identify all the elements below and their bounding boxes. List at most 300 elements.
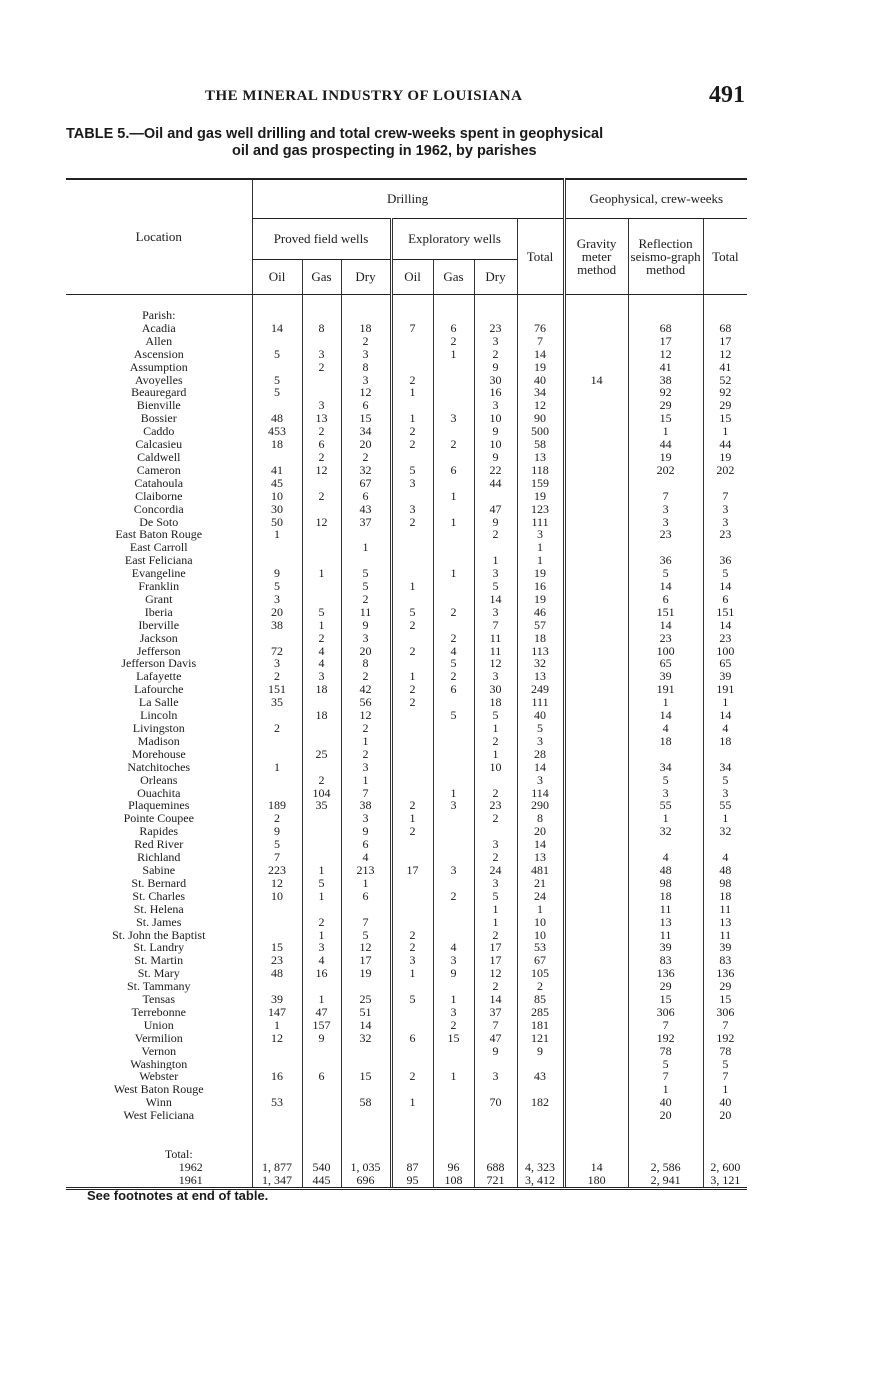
table-cell: [433, 825, 474, 838]
table-cell: [564, 838, 628, 851]
table-cell: 43: [341, 503, 391, 516]
table-cell: 48: [628, 864, 703, 877]
col-proved-oil: Oil: [252, 260, 302, 295]
table-cell: [391, 1019, 433, 1032]
table-cell: [564, 722, 628, 735]
table-row: [66, 761, 747, 774]
table-cell: [391, 748, 433, 761]
table-row: [66, 709, 747, 722]
table-cell: [433, 451, 474, 464]
table-cell: 72: [252, 645, 302, 658]
parish-name: Orleans: [140, 773, 178, 787]
table-cell: 3: [474, 838, 517, 851]
table-cell: 2: [391, 645, 433, 658]
table-row: [66, 812, 747, 825]
table-cell: [302, 761, 341, 774]
table-cell: 1: [433, 348, 474, 361]
table-cell: 32: [628, 825, 703, 838]
parish-name: Cameron: [136, 463, 181, 477]
parish-name: Assumption: [129, 360, 188, 374]
table-cell: 306: [703, 1006, 747, 1019]
table-cell: [628, 748, 703, 761]
table-cell: [517, 1109, 564, 1122]
table-cell: 2: [474, 735, 517, 748]
table-cell: 1: [628, 1083, 703, 1096]
parish-name: Claiborne: [135, 489, 183, 503]
table-cell: 5: [341, 929, 391, 942]
parish-name: Jackson: [139, 631, 178, 645]
table-cell: 46: [517, 606, 564, 619]
table-cell: [252, 903, 302, 916]
table-cell: 7: [703, 490, 747, 503]
table-cell: 18: [474, 696, 517, 709]
table-cell: 3: [474, 606, 517, 619]
parish-label: Parish:: [142, 308, 176, 322]
table-cell: [703, 295, 747, 322]
table-row: [66, 374, 747, 387]
total-row: [66, 1174, 747, 1188]
table-row: [66, 916, 747, 929]
table-row: [66, 1109, 747, 1122]
table-cell: 14: [474, 993, 517, 1006]
table-cell: [391, 1006, 433, 1019]
table-cell: 29: [628, 980, 703, 993]
table-cell: [564, 438, 628, 451]
table-cell: 9: [341, 825, 391, 838]
table-cell: 52: [703, 374, 747, 387]
table-cell: 3: [252, 657, 302, 670]
table-cell: 5: [252, 580, 302, 593]
table-cell: 3: [341, 374, 391, 387]
table-cell: [628, 295, 703, 322]
table-row: [66, 386, 747, 399]
table-cell: [564, 399, 628, 412]
table-cell: 15: [628, 412, 703, 425]
table-cell: 92: [628, 386, 703, 399]
table-cell: 213: [341, 864, 391, 877]
table-cell: [564, 748, 628, 761]
table-row: [66, 980, 747, 993]
table-cell: [564, 451, 628, 464]
table-cell: 17: [341, 954, 391, 967]
table-cell: 1: [341, 541, 391, 554]
parish-name: Iberville: [138, 618, 180, 632]
table-row: [66, 606, 747, 619]
table-cell: 453: [252, 425, 302, 438]
table-cell: 9: [252, 825, 302, 838]
table-cell: 10: [474, 761, 517, 774]
table-cell: 17: [474, 941, 517, 954]
table-cell: 32: [341, 464, 391, 477]
table-cell: 35: [302, 799, 341, 812]
table-cell: [564, 348, 628, 361]
table-cell: 92: [703, 386, 747, 399]
table-cell: 83: [703, 954, 747, 967]
table-cell: [391, 903, 433, 916]
parish-name: Iberia: [144, 605, 173, 619]
col-expl-dry: Dry: [474, 260, 517, 295]
table-cell: 1: [391, 670, 433, 683]
table-row: [66, 1083, 747, 1096]
table-cell: [433, 1122, 474, 1161]
table-cell: 14: [517, 348, 564, 361]
table-row: [66, 425, 747, 438]
table-cell: 111: [517, 516, 564, 529]
table-cell: 5: [391, 464, 433, 477]
table-cell: 6: [628, 593, 703, 606]
table-cell: 1: [302, 929, 341, 942]
table-cell: 18: [628, 890, 703, 903]
table-cell: 53: [252, 1096, 302, 1109]
table-row: [66, 696, 747, 709]
table-cell: 9: [474, 425, 517, 438]
table-cell: 3: [252, 593, 302, 606]
table-cell: [433, 1045, 474, 1058]
parish-name: West Baton Rouge: [113, 1083, 204, 1097]
table-cell: 25: [302, 748, 341, 761]
table-cell: [564, 645, 628, 658]
table-cell: 8: [341, 657, 391, 670]
table-cell: 40: [628, 1096, 703, 1109]
table-cell: 285: [517, 1006, 564, 1019]
table-cell: 202: [628, 464, 703, 477]
table-cell: [433, 774, 474, 787]
table-cell: 95: [391, 1174, 433, 1188]
table-cell: 2: [517, 980, 564, 993]
table-cell: [391, 295, 433, 322]
table-cell: 5: [474, 709, 517, 722]
table-cell: 1: [517, 903, 564, 916]
table-cell: [302, 580, 341, 593]
table-cell: 40: [517, 374, 564, 387]
table-cell: 2: [391, 799, 433, 812]
table-cell: [252, 1122, 302, 1161]
table-cell: 12: [252, 877, 302, 890]
table-cell: 9: [474, 361, 517, 374]
table-cell: 96: [433, 1161, 474, 1174]
col-proved-gas: Gas: [302, 260, 341, 295]
table-row: [66, 322, 747, 335]
table-row: [66, 451, 747, 464]
parish-name: Acadia: [141, 321, 176, 335]
parish-name: Richland: [137, 851, 181, 864]
table-cell: 2: [391, 619, 433, 632]
table-cell: 4: [341, 851, 391, 864]
table-cell: [703, 1122, 747, 1161]
table-cell: 18: [703, 735, 747, 748]
table-cell: [302, 503, 341, 516]
table-row: [66, 593, 747, 606]
table-cell: 47: [474, 1032, 517, 1045]
table-cell: [564, 890, 628, 903]
table-cell: 1: [391, 812, 433, 825]
table-cell: [564, 761, 628, 774]
table-cell: 4: [703, 722, 747, 735]
table-cell: 3: [391, 503, 433, 516]
table-cell: 2: [391, 683, 433, 696]
table-cell: 2: [341, 451, 391, 464]
table-cell: [564, 941, 628, 954]
table-cell: 3: [517, 774, 564, 787]
table-cell: [252, 361, 302, 374]
table-row: [66, 1070, 747, 1083]
table-cell: 136: [703, 967, 747, 980]
table-cell: [433, 541, 474, 554]
table-cell: 118: [517, 464, 564, 477]
table-cell: 3: [628, 503, 703, 516]
table-cell: 1: [252, 761, 302, 774]
table-cell: 11: [474, 645, 517, 658]
table-cell: 55: [628, 799, 703, 812]
table-cell: 14: [517, 838, 564, 851]
table-row: [66, 528, 747, 541]
table-header: [66, 179, 747, 295]
table-cell: 10: [517, 929, 564, 942]
table-cell: 2: [433, 438, 474, 451]
table-cell: 19: [628, 451, 703, 464]
table-cell: 3: [433, 954, 474, 967]
table-cell: 100: [703, 645, 747, 658]
table-cell: 13: [517, 670, 564, 683]
table-cell: 12: [474, 657, 517, 670]
table-cell: 68: [703, 322, 747, 335]
table-cell: 23: [703, 632, 747, 645]
table-cell: 2: [302, 451, 341, 464]
table-cell: 70: [474, 1096, 517, 1109]
table-cell: 35: [252, 696, 302, 709]
table-cell: [341, 1122, 391, 1161]
table-cell: 12: [341, 386, 391, 399]
table-cell: [433, 580, 474, 593]
table-cell: 57: [517, 619, 564, 632]
parish-name: East Baton Rouge: [115, 528, 203, 542]
table-cell: 2: [341, 748, 391, 761]
table-cell: 20: [703, 1109, 747, 1122]
table-cell: [391, 735, 433, 748]
table-cell: 15: [703, 993, 747, 1006]
table-cell: 23: [703, 528, 747, 541]
parish-name: St. Martin: [134, 954, 184, 968]
table-cell: [517, 1122, 564, 1161]
table-cell: 1: [302, 993, 341, 1006]
table-cell: 5: [433, 709, 474, 722]
table-row: [66, 774, 747, 787]
table-cell: 3: [517, 735, 564, 748]
table-cell: [564, 477, 628, 490]
table-cell: [517, 295, 564, 322]
table-cell: 5: [628, 567, 703, 580]
table-cell: 9: [252, 567, 302, 580]
col-group-proved: Proved field wells: [252, 219, 391, 260]
table-cell: [564, 787, 628, 800]
table-cell: 8: [341, 361, 391, 374]
table-cell: 2: [391, 438, 433, 451]
table-cell: 9: [517, 1045, 564, 1058]
parish-name: Madison: [137, 734, 180, 748]
table-row: [66, 993, 747, 1006]
table-cell: 29: [703, 399, 747, 412]
parish-name: Plaquemines: [128, 799, 190, 813]
table-cell: 28: [517, 748, 564, 761]
table-cell: 5: [703, 774, 747, 787]
table-cell: 2: [474, 812, 517, 825]
table-cell: [564, 1032, 628, 1045]
table-cell: 17: [474, 954, 517, 967]
table-cell: 11: [628, 929, 703, 942]
drilling-table: [66, 178, 747, 1190]
table-cell: 2: [302, 490, 341, 503]
table-cell: 32: [341, 1032, 391, 1045]
table-cell: [564, 670, 628, 683]
table-cell: 500: [517, 425, 564, 438]
table-cell: 1: [474, 722, 517, 735]
table-cell: 47: [302, 1006, 341, 1019]
table-cell: 2: [252, 722, 302, 735]
parish-name: Vernon: [141, 1044, 177, 1058]
table-cell: 14: [703, 619, 747, 632]
table-cell: 1: [628, 812, 703, 825]
table-cell: 1: [474, 916, 517, 929]
table-cell: 68: [628, 322, 703, 335]
table-cell: 3: [433, 412, 474, 425]
table-cell: 1: [474, 903, 517, 916]
parish-name: Caldwell: [137, 450, 181, 464]
table-cell: 223: [252, 864, 302, 877]
table-cell: [564, 361, 628, 374]
table-cell: [564, 1019, 628, 1032]
parish-name: Caddo: [143, 425, 175, 439]
table-cell: 37: [341, 516, 391, 529]
table-cell: 1, 347: [252, 1174, 302, 1188]
table-cell: 7: [703, 1070, 747, 1083]
table-cell: 24: [517, 890, 564, 903]
table-cell: 4: [302, 954, 341, 967]
table-row: [66, 787, 747, 800]
table-cell: 111: [517, 696, 564, 709]
total-label: Total:: [164, 1147, 193, 1161]
table-caption: [66, 126, 756, 160]
table-cell: [433, 1083, 474, 1096]
table-cell: 445: [302, 1174, 341, 1188]
table-cell: 5: [703, 567, 747, 580]
table-cell: 182: [517, 1096, 564, 1109]
table-cell: [564, 1045, 628, 1058]
table-row: [66, 632, 747, 645]
table-row: [66, 1058, 747, 1071]
table-cell: 1: [341, 877, 391, 890]
col-gravity: Gravity meter method: [564, 219, 628, 295]
table-cell: [252, 451, 302, 464]
table-cell: 1: [433, 993, 474, 1006]
table-cell: 9: [433, 967, 474, 980]
table-row: [66, 1019, 747, 1032]
parish-name: St. James: [136, 915, 182, 929]
table-row: [66, 490, 747, 503]
table-cell: 1: [517, 541, 564, 554]
table-cell: [433, 361, 474, 374]
table-cell: [564, 696, 628, 709]
table-cell: 53: [517, 941, 564, 954]
table-cell: 7: [474, 1019, 517, 1032]
table-row: [66, 580, 747, 593]
table-cell: [433, 477, 474, 490]
table-cell: 2: [391, 825, 433, 838]
table-cell: [433, 812, 474, 825]
table-cell: 306: [628, 1006, 703, 1019]
table-cell: 5: [433, 657, 474, 670]
table-cell: 6: [433, 322, 474, 335]
table-row: [66, 941, 747, 954]
table-cell: [433, 903, 474, 916]
table-cell: 2: [391, 374, 433, 387]
table-cell: [564, 425, 628, 438]
table-cell: [252, 735, 302, 748]
table-cell: 11: [628, 903, 703, 916]
total-year: 1962: [178, 1161, 203, 1174]
table-row: [66, 929, 747, 942]
table-cell: 34: [628, 761, 703, 774]
table-cell: 45: [252, 477, 302, 490]
table-cell: 21: [517, 877, 564, 890]
parish-name: St. John the Baptist: [112, 928, 206, 942]
table-cell: 1: [474, 748, 517, 761]
parish-name: East Feliciana: [124, 554, 193, 568]
col-geo-total: Total: [703, 219, 747, 295]
table-cell: 2: [433, 335, 474, 348]
table-cell: 3: [433, 799, 474, 812]
table-cell: 1: [391, 1096, 433, 1109]
table-cell: [433, 386, 474, 399]
table-cell: 2: [341, 593, 391, 606]
table-cell: 3: [703, 503, 747, 516]
table-cell: 6: [341, 838, 391, 851]
table-cell: 39: [252, 993, 302, 1006]
table-cell: [302, 722, 341, 735]
table-cell: 4, 323: [517, 1161, 564, 1174]
table-cell: 7: [703, 1019, 747, 1032]
table-cell: 4: [302, 657, 341, 670]
table-cell: [302, 903, 341, 916]
footnote: See footnotes at end of table.: [87, 1188, 269, 1203]
table-cell: 51: [341, 1006, 391, 1019]
table-cell: 1: [391, 412, 433, 425]
table-cell: 23: [474, 322, 517, 335]
parish-name: Lafourche: [134, 683, 184, 697]
table-cell: 2, 600: [703, 1161, 747, 1174]
col-proved-dry: Dry: [341, 260, 391, 295]
table-cell: [391, 451, 433, 464]
table-cell: 4: [628, 851, 703, 864]
table-cell: [391, 761, 433, 774]
table-cell: 192: [703, 1032, 747, 1045]
table-cell: [564, 929, 628, 942]
col-drilling-total: Total: [517, 219, 564, 295]
table-cell: 7: [341, 787, 391, 800]
table-cell: 16: [302, 967, 341, 980]
table-cell: 11: [341, 606, 391, 619]
table-cell: 159: [517, 477, 564, 490]
table-cell: [564, 954, 628, 967]
table-cell: [252, 748, 302, 761]
parish-name: Franklin: [138, 580, 180, 593]
table-cell: 8: [302, 322, 341, 335]
table-cell: 48: [252, 412, 302, 425]
table-cell: 191: [703, 683, 747, 696]
col-group-exploratory: Exploratory wells: [391, 219, 517, 260]
table-cell: 104: [302, 787, 341, 800]
parish-name: Ouachita: [137, 786, 181, 800]
table-cell: 2: [391, 1070, 433, 1083]
